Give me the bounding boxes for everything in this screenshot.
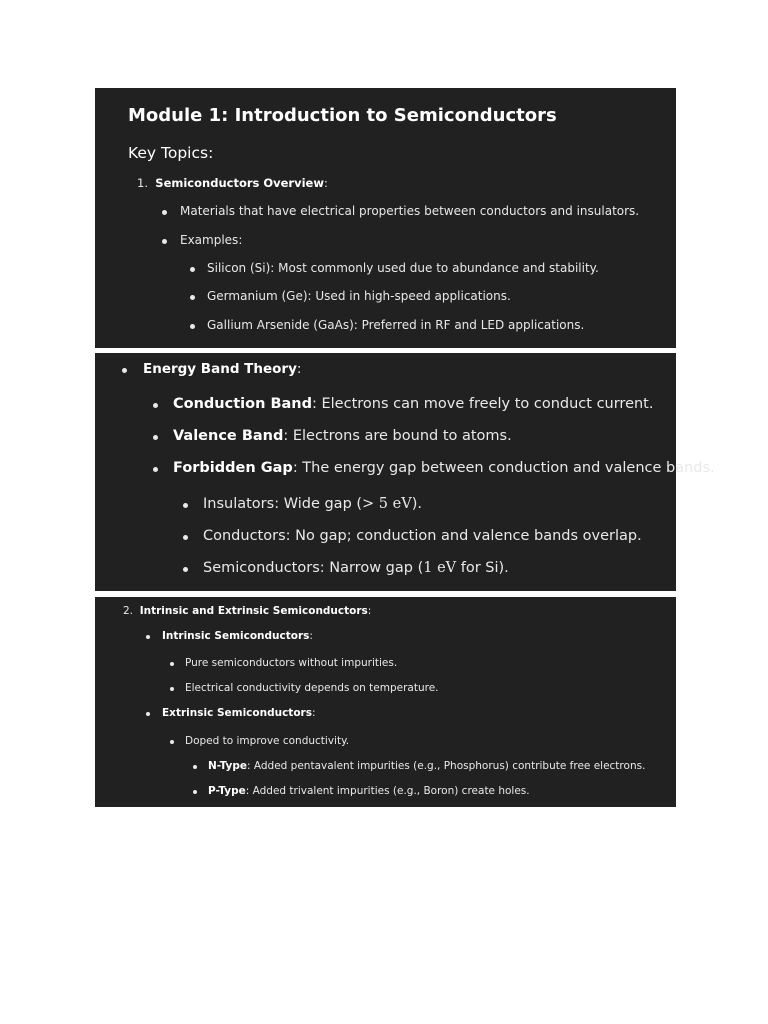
example-gaas: Gallium Arsenide (GaAs): Preferred in RF and LED applications. — [207, 318, 585, 332]
extrinsic-heading — [162, 707, 316, 719]
example-germanium: Germanium (Ge): Used in high-speed applications. — [207, 289, 511, 303]
intrinsic-extrinsic-panel — [95, 597, 676, 807]
n-type-label: N-Type — [208, 760, 248, 772]
n-type-item — [208, 760, 645, 772]
conduction-band-item — [173, 396, 653, 412]
example-silicon: Silicon (Si): Most commonly used due to abundance and stability. — [207, 261, 599, 275]
topic-1-number: 1. — [137, 176, 148, 190]
examples-item: Examples: — [180, 233, 243, 247]
forbidden-gap-text: : The energy gap between conduction and valence bands. — [292, 460, 715, 476]
intrinsic-item-1: Pure semiconductors without impurities. — [185, 657, 398, 669]
energy-band-suffix: : — [296, 361, 302, 377]
definition-item: Materials that have electrical properties between conductors and insulators. — [180, 204, 640, 218]
doped-item: Doped to improve conductivity. — [185, 735, 350, 747]
topic-2-heading — [123, 605, 371, 617]
extrinsic-label: Extrinsic Semiconductors — [162, 707, 312, 719]
topic-2-suffix: : — [367, 605, 372, 617]
intrinsic-heading — [162, 630, 313, 642]
energy-band-label: Energy Band Theory — [143, 361, 297, 377]
key-topics-heading: Key Topics: — [128, 144, 214, 162]
insulators-text: Insulators: Wide gap ( — [203, 496, 363, 512]
p-type-label: P-Type — [208, 785, 246, 797]
insulators-math: > 5 eV — [362, 496, 412, 512]
semiconductors-text: Semiconductors: Narrow gap ( — [203, 560, 424, 576]
n-type-text: : Added pentavalent impurities (e.g., Phosphorus) contribute free electrons. — [247, 760, 646, 772]
insulators-close: ). — [411, 496, 422, 512]
energy-band-panel — [95, 353, 715, 591]
p-type-item — [208, 785, 530, 797]
extrinsic-suffix: : — [311, 707, 316, 719]
p-type-text: : Added trivalent impurities (e.g., Boron) create holes. — [245, 785, 530, 797]
conduction-band-text: : Electrons can move freely to conduct current. — [312, 396, 654, 412]
conductors-item: Conductors: No gap; conduction and valence bands overlap. — [203, 528, 642, 544]
topic-1-heading — [137, 176, 328, 190]
topic-1-label: Semiconductors Overview — [155, 176, 324, 190]
module-title: Module 1: Introduction to Semiconductors — [128, 105, 557, 126]
semiconductors-math: 1 eV — [423, 560, 457, 576]
insulators-item — [203, 496, 422, 512]
conduction-band-label: Conduction Band — [173, 396, 312, 412]
module-intro-panel — [95, 88, 676, 348]
forbidden-gap-item — [173, 460, 715, 476]
intrinsic-suffix: : — [309, 630, 313, 642]
topic-2-label: Intrinsic and Extrinsic Semiconductors — [139, 605, 368, 617]
semiconductors-close: for Si). — [456, 560, 509, 576]
topic-2-number: 2. — [123, 605, 134, 617]
intrinsic-label: Intrinsic Semiconductors — [162, 630, 310, 642]
valence-band-text: : Electrons are bound to atoms. — [283, 428, 512, 444]
energy-band-heading — [143, 361, 301, 377]
semiconductors-item — [203, 560, 509, 576]
topic-1-suffix: : — [323, 176, 328, 190]
valence-band-label: Valence Band — [173, 428, 284, 444]
valence-band-item — [173, 428, 512, 444]
forbidden-gap-label: Forbidden Gap — [173, 460, 293, 476]
intrinsic-item-2: Electrical conductivity depends on temperature. — [185, 682, 439, 694]
